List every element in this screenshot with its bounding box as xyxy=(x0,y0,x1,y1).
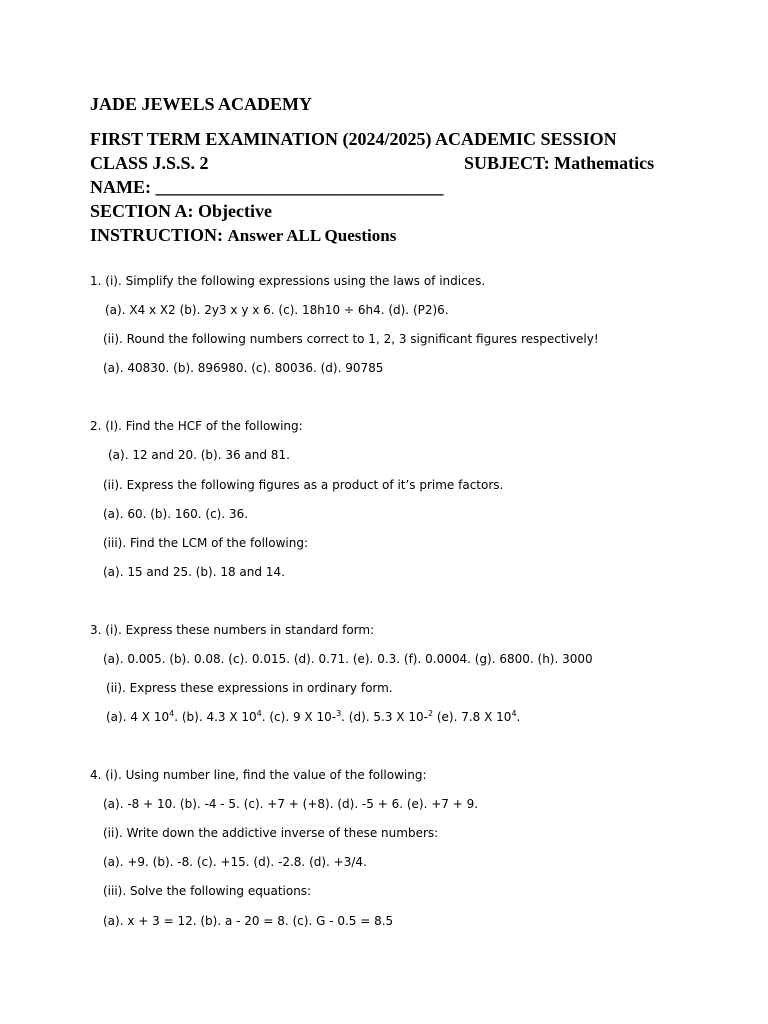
q3-ii: (ii). Express these expressions in ordinary form. xyxy=(106,681,393,695)
q1-i: 1. (i). Simplify the following expressions using the laws of indices. xyxy=(90,274,486,288)
exam-title: FIRST TERM EXAMINATION (2024/2025) ACADEMIC SESSION xyxy=(90,129,617,149)
q2-i: 2. (I). Find the HCF of the following: xyxy=(90,419,303,433)
instruction-label: INSTRUCTION: xyxy=(90,225,224,245)
q2-ii-options: (a). 60. (b). 160. (c). 36. xyxy=(103,507,249,521)
school-name: JADE JEWELS ACADEMY xyxy=(90,94,313,114)
q4-ii-options: (a). +9. (b). -8. (c). +15. (d). -2.8. (d). +3/4. xyxy=(103,855,367,869)
q1-ii-options: (a). 40830. (b). 896980. (c). 80036. (d). 90785 xyxy=(103,361,384,375)
q4-i: 4. (i). Using number line, find the value of the following: xyxy=(90,768,427,782)
q3-ii-options: (a). 4 X $10^4$. (b). 4.3 X $10^4$. (c). 9 X 10-$^3$. (d). 5.3 X 10-$^2$ (e). 7.8 X $10^4$. xyxy=(106,709,521,724)
section-title: SECTION A: Objective xyxy=(90,201,272,221)
q2-iii: (iii). Find the LCM of the following: xyxy=(103,536,309,550)
q4-iii: (iii). Solve the following equations: xyxy=(103,884,312,898)
q4-i-options: (a). -8 + 10. (b). -4 - 5. (c). +7 + (+8). (d). -5 + 6. (e). +7 + 9. xyxy=(103,797,479,811)
q3-i-options: (a). 0.005. (b). 0.08. (c). 0.015. (d). 0.71. (e). 0.3. (f). 0.0004. (g). 6800. (h). 3000 xyxy=(103,652,593,666)
name-field-label: NAME: ________________________________ xyxy=(90,177,444,197)
q4-iii-options: (a). x + 3 = 12. (b). a - 20 = 8. (c). G - 0.5 = 8.5 xyxy=(103,914,394,928)
class-label: CLASS J.S.S. 2 xyxy=(90,153,209,173)
q2-i-options: (a). 12 and 20. (b). 36 and 81. xyxy=(108,448,290,462)
instruction-text: Answer ALL Questions xyxy=(227,226,397,245)
instruction-line xyxy=(90,224,396,247)
q4-ii: (ii). Write down the addictive inverse of these numbers: xyxy=(103,826,439,840)
q2-ii: (ii). Express the following figures as a product of it’s prime factors. xyxy=(103,478,504,492)
q1-i-options: (a). X4 x X2 (b). 2y3 x y x 6. (c). 18h10 ÷ 6h4. (d). (P2)6. xyxy=(105,303,449,317)
q3-i: 3. (i). Express these numbers in standard form: xyxy=(90,623,375,637)
q2-iii-options: (a). 15 and 25. (b). 18 and 14. xyxy=(103,565,285,579)
subject-label: SUBJECT: Mathematics xyxy=(464,153,655,173)
q1-ii: (ii). Round the following numbers correct to 1, 2, 3 significant figures respectively! xyxy=(103,332,599,346)
